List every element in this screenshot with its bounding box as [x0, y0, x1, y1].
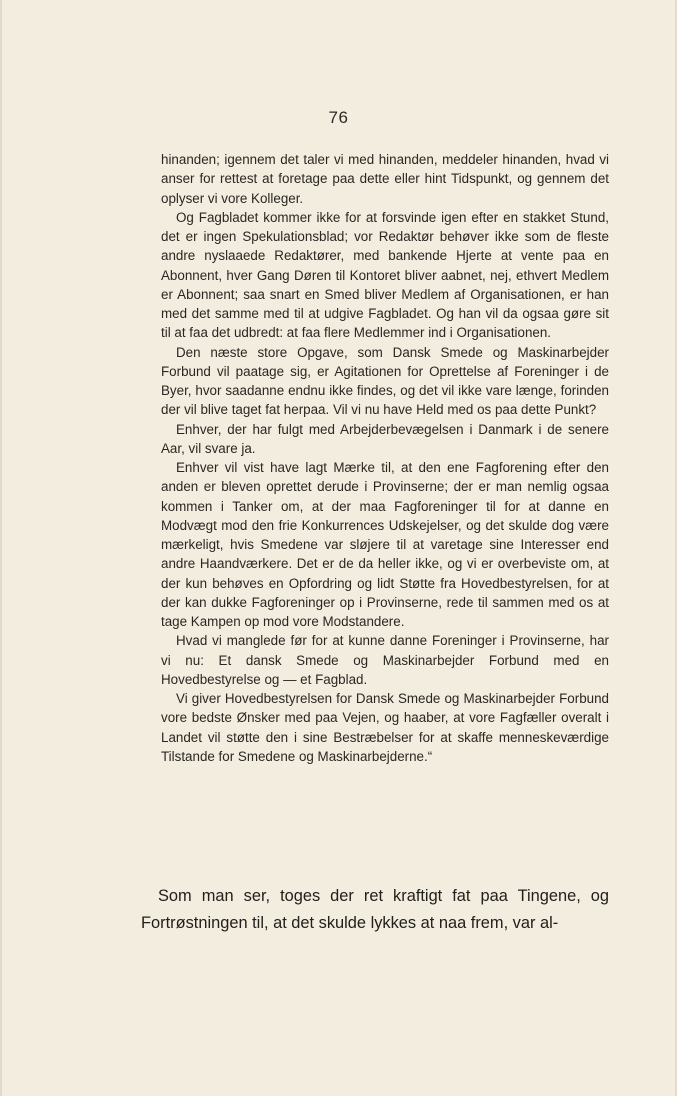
body-paragraph: Som man ser, toges der ret kraftigt fat paa Tingene, og Fortrøstningen til, at det skulde lykkes at naa frem, var al- — [141, 887, 609, 932]
main-text — [141, 883, 609, 937]
page-number: 76 — [328, 108, 349, 127]
quote-paragraph-1: hinanden; igennem det taler vi med hinanden, meddeler hinanden, hvad vi anser for rettest at foretage paa dette eller hint Tidspunkt, og gennem det oplyser vi vore Kolleger. — [161, 152, 609, 206]
quoted-article — [161, 150, 609, 766]
quote-paragraph-6: Hvad vi manglede før for at kunne danne Foreninger i Provinserne, har vi nu: Et dansk Smede og Maskinarbejder Forbund med en Hovedbestyrelse og — et Fagblad. — [161, 633, 609, 687]
quote-paragraph-4: Enhver, der har fulgt med Arbejderbevægelsen i Danmark i de senere Aar, vil svare ja. — [161, 421, 609, 456]
quote-paragraph-2: Og Fagbladet kommer ikke for at forsvinde igen efter en stakket Stund, det er ingen Spekulationsblad; vor Redaktør behøver ikke som de fleste andre nyslaaede Redaktører, med bankende Hjerte at vente paa en Abonnent, hver Gang Døren til Kontoret bliver aabnet, nej, ethvert Medlem er Abonnent; saa snart en Smed bliver Medlem af Organisationen, er han med det samme med til at udgive Fagbladet. Og han vil da ogsaa gøre sit til at faa det udbredt: at faa flere Medlemmer ind i Organisationen. — [161, 209, 609, 341]
quote-paragraph-3: Den næste store Opgave, som Dansk Smede og Maskinarbejder Forbund vil paatage sig, er Agitationen for Oprettelse af Foreninger i de Byer, hvor saadanne endnu ikke findes, og det vil ikke vare længe, forinden der vil blive taget fat herpaa. Vil vi nu have Held med os paa dette Punkt? — [161, 344, 609, 418]
quote-paragraph-7: Vi giver Hovedbestyrelsen for Dansk Smede og Maskinarbejder Forbund vore bedste Ønsker med paa Vejen, og haaber, at vore Fagfæller overalt i Landet vil støtte den i sine Bestræbelser for at skaffe menneskeværdige Tilstande for Smedene og Maskinarbejderne.“ — [161, 691, 609, 764]
quote-paragraph-5: Enhver vil vist have lagt Mærke til, at den ene Fagforening efter den anden er bleven oprettet derude i Provinserne; der er man nemlig ogsaa kommen i Tanker om, at der maa Fagforeninger til for at danne en Modvægt mod den frie Konkurrences Udskejelser, og det skulde dog være mærkeligt, hvis Smedene var sløjere til at varetage sine Interesser end andre Haandværkere. Det er de da heller ikke, og vi er overbeviste om, at der kun behøves en Opfordring og lidt Støtte fra Hovedbestyrelsen, for at der kan dukke Fagforeninger op i Provinserne, rede til sammen med os at tage Kampen op mod vore Modstandere. — [161, 460, 609, 629]
